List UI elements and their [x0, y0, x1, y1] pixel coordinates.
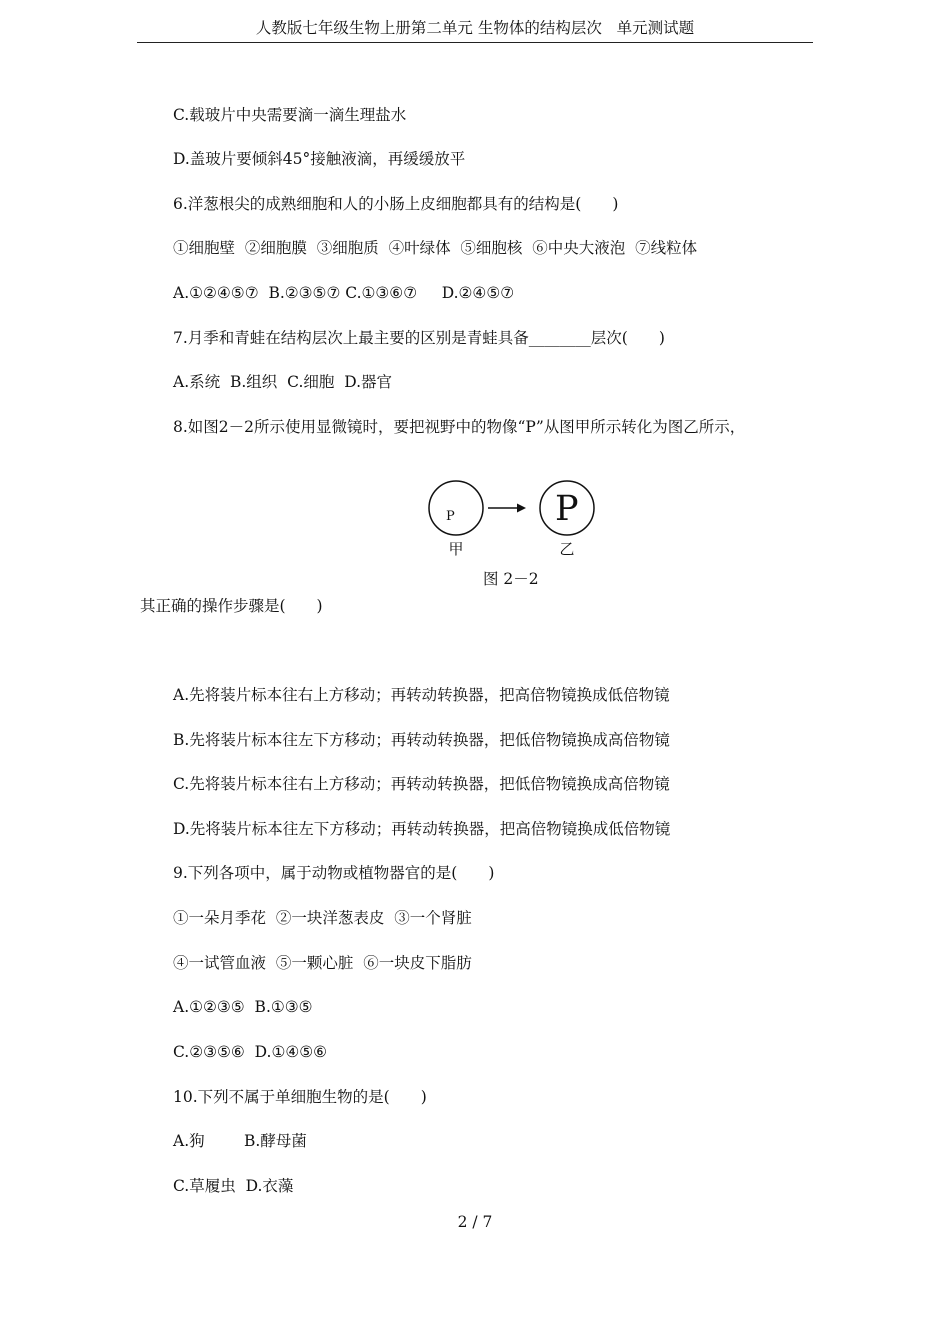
question-9-options-2: C.②③⑤⑥ D.①④⑤⑥: [173, 1043, 328, 1061]
option-b-q8: B.先将装片标本往左下方移动；再转动转换器，把低倍物镜换成高倍物镜: [173, 731, 670, 749]
question-9-items-1: ①一朵月季花 ②一块洋葱表皮 ③一个肾脏: [173, 909, 472, 927]
left-label: 甲: [448, 540, 464, 558]
question-6-items: ①细胞壁 ②细胞膜 ③细胞质 ④叶绿体 ⑤细胞核 ⑥中央大液泡 ⑦线粒体: [173, 239, 698, 257]
field-of-view-left: [429, 481, 483, 535]
arrow-head-icon: [517, 504, 526, 513]
question-9-options-1: A.①②③⑤ B.①③⑤: [173, 998, 313, 1016]
right-label: 乙: [559, 540, 575, 558]
question-9: 9.下列各项中，属于动物或植物器官的是( ): [173, 864, 495, 882]
option-d-q5: D.盖玻片要倾斜45°接触液滴，再缓缓放平: [173, 150, 466, 168]
figure-drawing: [420, 472, 610, 572]
option-c-q8: C.先将装片标本往右上方移动；再转动转换器，把低倍物镜换成高倍物镜: [173, 775, 670, 793]
option-d-q8: D.先将装片标本往左下方移动；再转动转换器，把高倍物镜换成低倍物镜: [173, 820, 671, 838]
right-letter: P: [555, 489, 579, 529]
left-letter: P: [446, 509, 455, 524]
option-a-q8: A.先将装片标本往右上方移动；再转动转换器，把高倍物镜换成低倍物镜: [173, 686, 670, 704]
question-6: 6.洋葱根尖的成熟细胞和人的小肠上皮细胞都具有的结构是( ): [173, 195, 619, 213]
question-7: 7.月季和青蛙在结构层次上最主要的区别是青蛙具备________层次( ): [173, 329, 665, 347]
question-8-continued: 其正确的操作步骤是( ): [140, 597, 323, 615]
question-8: 8.如图2－2所示使用显微镜时，要把视野中的物像“P”从图甲所示转化为图乙所示，: [173, 418, 746, 436]
question-10: 10.下列不属于单细胞生物的是( ): [173, 1088, 427, 1106]
figure-caption: 图 2－2: [483, 570, 539, 588]
question-7-options: A.系统 B.组织 C.细胞 D.器官: [173, 373, 393, 391]
page-number: 2 / 7: [457, 1213, 493, 1231]
question-10-options-2: C.草履虫 D.衣藻: [173, 1177, 294, 1195]
option-c-q5: C.载玻片中央需要滴一滴生理盐水: [173, 106, 407, 124]
question-10-options-1: A.狗 B.酵母菌: [173, 1132, 307, 1150]
question-6-options: A.①②④⑤⑦ B.②③⑤⑦ C.①③⑥⑦ D.②④⑤⑦: [173, 284, 515, 302]
question-9-items-2: ④一试管血液 ⑤一颗心脏 ⑥一块皮下脂肪: [173, 954, 472, 972]
page-header: 人教版七年级生物上册第二单元 生物体的结构层次 单元测试题: [137, 14, 813, 43]
